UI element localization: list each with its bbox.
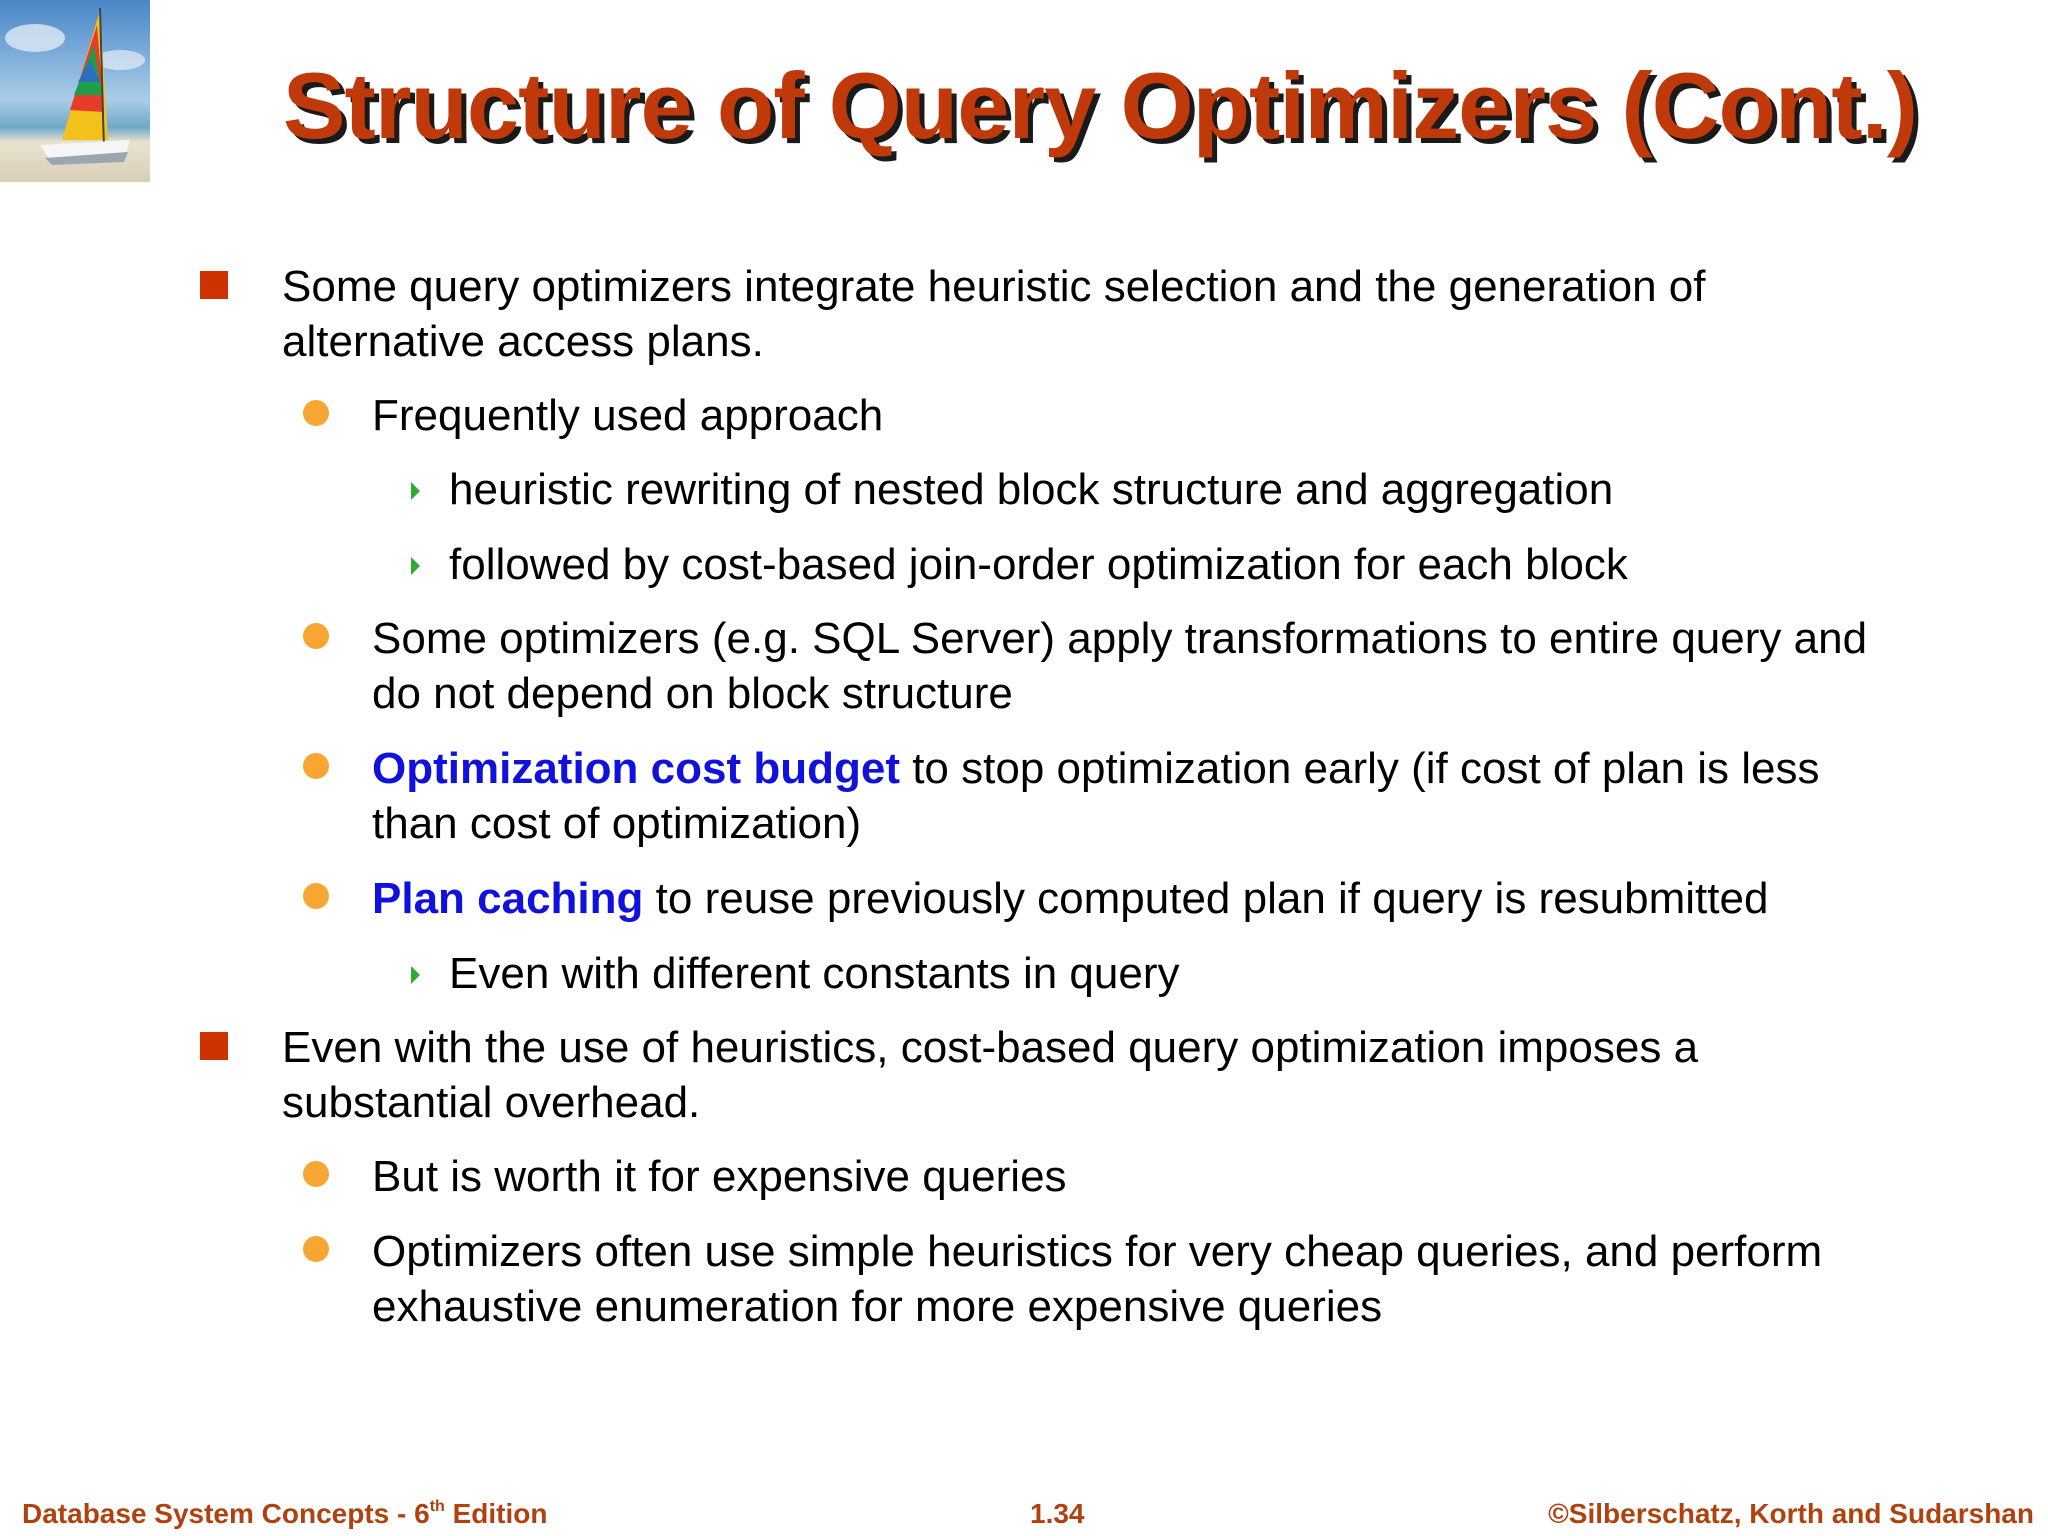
dot-bullet-icon xyxy=(303,623,329,649)
highlight-term: Plan caching xyxy=(372,874,644,923)
sub-bullet-item xyxy=(372,741,1872,851)
bullet-text: Even with the use of heuristics, cost-based query optimization imposes a substantial overhead. xyxy=(282,1023,1699,1127)
bullet-text: Frequently used approach xyxy=(372,391,884,440)
sub-bullet-item xyxy=(372,871,1872,926)
dot-bullet-icon xyxy=(303,753,329,779)
bullet-text: But is worth it for expensive queries xyxy=(372,1152,1067,1201)
sub-sub-bullet-item xyxy=(449,946,1869,1001)
sailboat-logo xyxy=(0,0,150,182)
bullet-text: Some optimizers (e.g. SQL Server) apply transformations to entire query and do not depend on block structure xyxy=(372,614,1868,718)
bullet-text: heuristic rewriting of nested block structure and aggregation xyxy=(449,465,1614,514)
sub-bullet-item xyxy=(372,611,1872,721)
dot-bullet-icon xyxy=(303,883,329,909)
sub-bullet-item xyxy=(372,388,1872,443)
bullet-text: Optimizers often use simple heuristics for very cheap queries, and perform exhaustive enumeration for more expensive queries xyxy=(372,1227,1823,1331)
bullet-text: Even with different constants in query xyxy=(449,949,1180,998)
footer-course-title: Database System Concepts - 6th Edition xyxy=(22,1498,548,1529)
bullet-text: Some query optimizers integrate heuristic selection and the generation of alternative access plans. xyxy=(282,262,1706,366)
sub-bullet-item xyxy=(372,1224,1872,1334)
triangle-bullet-icon xyxy=(411,966,420,984)
dot-bullet-icon xyxy=(303,400,329,426)
footer-page-number: 1.34 xyxy=(1030,1498,1085,1529)
bullet-text: to stop optimization early (if cost of plan is less than cost of optimization) xyxy=(372,744,1820,848)
triangle-bullet-icon xyxy=(411,557,420,575)
highlight-term: Optimization cost budget xyxy=(372,744,900,793)
slide-title: Structure of Query Optimizers (Cont.) xyxy=(282,53,1918,158)
dot-bullet-icon xyxy=(303,1161,329,1187)
square-bullet-icon xyxy=(200,271,228,299)
square-bullet-icon xyxy=(200,1032,228,1060)
bullet-text: followed by cost-based join-order optimization for each block xyxy=(449,540,1628,589)
sub-sub-bullet-item xyxy=(449,537,1869,592)
sub-bullet-item xyxy=(372,1149,1872,1204)
triangle-bullet-icon xyxy=(411,482,420,500)
dot-bullet-icon xyxy=(303,1236,329,1262)
footer-copyright: ©Silberschatz, Korth and Sudarshan xyxy=(1548,1498,2034,1529)
bullet-item xyxy=(282,1020,1822,1130)
bullet-item xyxy=(282,259,1822,369)
bullet-text: to reuse previously computed plan if query is resubmitted xyxy=(643,874,1769,923)
sub-sub-bullet-item xyxy=(449,462,1869,517)
